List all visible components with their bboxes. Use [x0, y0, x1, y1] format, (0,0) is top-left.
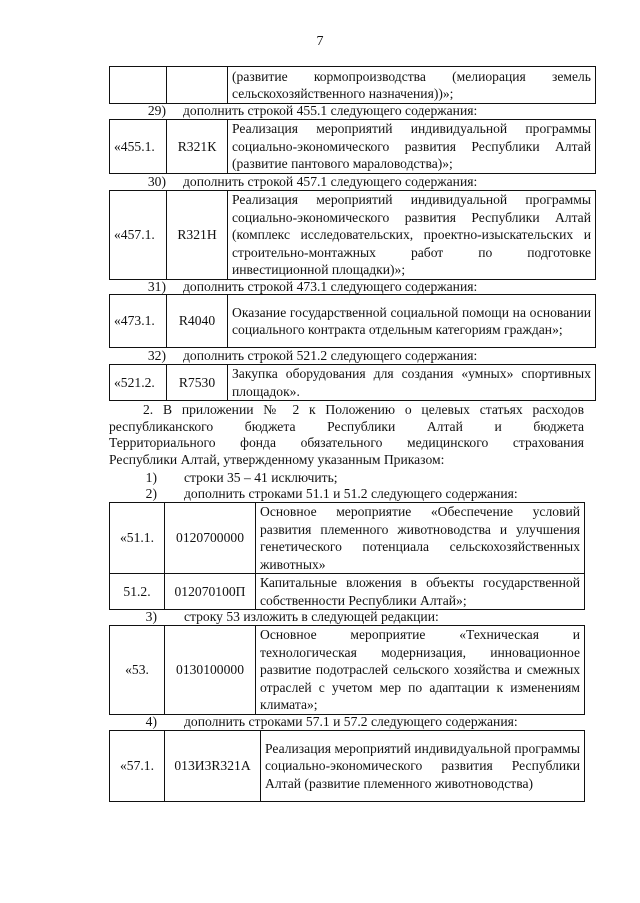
cell-name: (развитие кормопроизводства (мелиорация земель сельскохозяйственного назначения))»;	[228, 67, 596, 104]
row-number: «57.1.	[110, 731, 165, 802]
row-code: R321К	[167, 120, 228, 174]
row-name: Основное мероприятие «Обеспечение условий развития племенного животноводства и улучшения генетического потенциала сельскохозяйственных животных»	[256, 503, 585, 574]
item-29-num: 29)	[147, 103, 166, 118]
paragraph-line: Территориального фонда обязательного медицинского страхования	[109, 435, 584, 450]
table-57	[109, 730, 585, 802]
row-number: «457.1.	[110, 191, 167, 280]
row-code: R7530	[167, 365, 228, 401]
page-number: 7	[316, 34, 324, 49]
row-name: Реализация мероприятий индивидуальной программы социально-экономического развития Республики Алтай (развитие пантового мараловодства)»;	[228, 120, 596, 174]
cell-empty-1	[110, 67, 167, 104]
sub-item-2-text: дополнить строками 51.1 и 51.2 следующего содержания:	[184, 486, 518, 501]
row-code: 013И3R321А	[165, 731, 261, 802]
cell-empty-2	[167, 67, 228, 104]
row-number: 51.2.	[110, 574, 165, 610]
sub-item-4-text: дополнить строками 57.1 и 57.2 следующего содержания:	[184, 714, 518, 729]
table-521-2	[109, 364, 596, 401]
row-code: R4040	[167, 295, 228, 348]
item-31-text: дополнить строкой 473.1 следующего содержания:	[183, 279, 478, 294]
table-473-1	[109, 294, 596, 348]
table-455-1	[109, 119, 596, 174]
paragraph-line: республиканского бюджета Республики Алтай и бюджета	[109, 418, 584, 434]
row-code: 0130100000	[165, 626, 256, 715]
item-30-text: дополнить строкой 457.1 следующего содержания:	[183, 174, 478, 189]
item-30-num: 30)	[147, 174, 166, 189]
row-number: «521.2.	[110, 365, 167, 401]
table-51	[109, 502, 585, 610]
row-name: Реализация мероприятий индивидуальной программы социально-экономического развития Республики Алтай (развитие племенного животноводства)	[261, 731, 585, 802]
sub-item-2-num: 2)	[145, 486, 157, 501]
row-number: «53.	[110, 626, 165, 715]
sub-item-4-num: 4)	[145, 714, 157, 729]
item-32-num: 32)	[147, 348, 166, 363]
row-number: «51.1.	[110, 503, 165, 574]
row-number: «455.1.	[110, 120, 167, 174]
row-code: 012070100П	[165, 574, 256, 610]
sub-item-1-num: 1)	[145, 470, 157, 485]
item-32-text: дополнить строкой 521.2 следующего содержания:	[183, 348, 478, 363]
sub-item-1-text: строки 35 – 41 исключить;	[184, 470, 338, 485]
item-31-num: 31)	[147, 279, 166, 294]
sub-item-3-num: 3)	[145, 609, 157, 624]
table-53	[109, 625, 585, 715]
row-name: Оказание государственной социальной помощи на основании социального контракта отдельным категориям граждан»;	[228, 295, 596, 348]
row-name: Основное мероприятие «Техническая и технологическая модернизация, инновационное развитие подотраслей сельского хозяйства и смежных отраслей с учетом мер по адаптации к изменениям климата»;	[256, 626, 585, 715]
paragraph-2	[109, 402, 584, 468]
paragraph-line: Республики Алтай, утвержденному указанным Приказом:	[109, 451, 445, 467]
row-code: R321Н	[167, 191, 228, 280]
item-29-text: дополнить строкой 455.1 следующего содержания:	[183, 103, 478, 118]
table-457-1	[109, 190, 596, 280]
sub-item-3-text: строку 53 изложить в следующей редакции:	[184, 609, 439, 624]
row-code: 0120700000	[165, 503, 256, 574]
row-name: Реализация мероприятий индивидуальной программы социально-экономического развития Республики Алтай (комплекс исследовательских, проектно-изыскательских и строительно-монтажных работ по подготовке инвестиционной площадки)»;	[228, 191, 596, 280]
row-number: «473.1.	[110, 295, 167, 348]
row-name: Закупка оборудования для создания «умных» спортивных площадок».	[228, 365, 596, 401]
row-name: Капитальные вложения в объекты государственной собственности Республики Алтай»;	[256, 574, 585, 610]
table-continuation	[109, 66, 596, 104]
paragraph-line: 2. В приложении № 2 к Положению о целевых статьях расходов	[143, 402, 584, 417]
